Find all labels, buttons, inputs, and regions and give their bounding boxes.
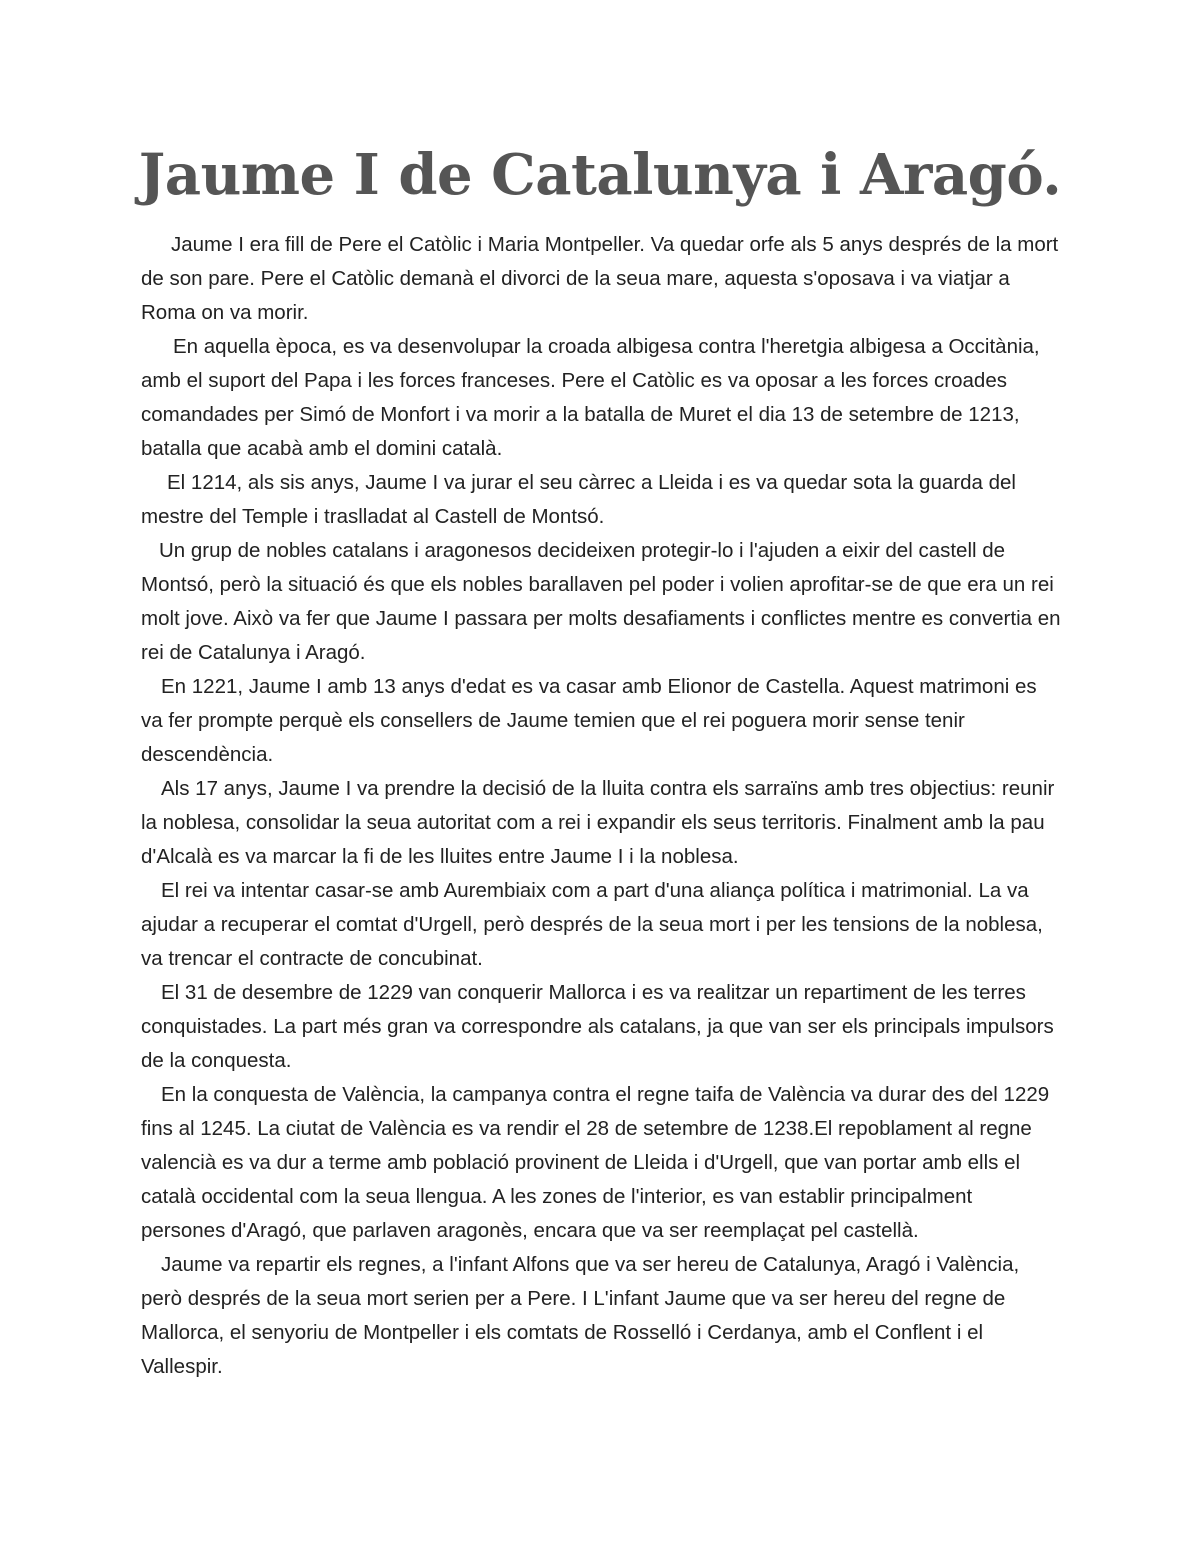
paragraph: Als 17 anys, Jaume I va prendre la decisió de la lluita contra els sarraïns amb tres objectius: reunir la noblesa, consolidar la seua autoritat com a rei i expandir els seus territoris. Finalment amb la pau d'Alcalà es va marcar la fi de les lluites entre Jaume I i la noblesa. [141,777,1055,868]
document-body [141,228,1061,1384]
document-title: Jaume I de Catalunya i Aragó. [138,142,1062,208]
paragraph: Jaume I era fill de Pere el Catòlic i Maria Montpeller. Va quedar orfe als 5 anys després de la mort de son pare. Pere el Catòlic demanà el divorci de la seua mare, aquesta s'oposava i va viatjar a Roma on va morir. [141,233,1059,324]
paragraph: El rei va intentar casar-se amb Aurembiaix com a part d'una aliança política i matrimonial. La va ajudar a recuperar el comtat d'Urgell, però després de la seua mort i per les tensions de la noblesa, va trencar el contracte de concubinat. [141,879,1043,970]
paragraph: En aquella època, es va desenvolupar la croada albigesa contra l'heretgia albigesa a Occitània, amb el suport del Papa i les forces franceses. Pere el Catòlic es va oposar a les forces croades comandades per Simó de Monfort i va morir a la batalla de Muret el dia 13 de setembre de 1213, batalla que acabà amb el domini català. [141,335,1040,460]
paragraph: El 1214, als sis anys, Jaume I va jurar el seu càrrec a Lleida i es va quedar sota la guarda del mestre del Temple i traslladat al Castell de Montsó. [141,471,1016,528]
paragraph: Un grup de nobles catalans i aragonesos decideixen protegir-lo i l'ajuden a eixir del castell de Montsó, però la situació és que els nobles barallaven pel poder i volien aprofitar-se de que era un rei molt jove. Això va fer que Jaume I passara per molts desafiaments i conflictes mentre es convertia en rei de Catalunya i Aragó. [141,539,1061,664]
paragraph: En 1221, Jaume I amb 13 anys d'edat es va casar amb Elionor de Castella. Aquest matrimoni es va fer prompte perquè els consellers de Jaume temien que el rei poguera morir sense tenir descendència. [141,675,1037,766]
paragraph: Jaume va repartir els regnes, a l'infant Alfons que va ser hereu de Catalunya, Aragó i València, però després de la seua mort serien per a Pere. I L'infant Jaume que va ser hereu del regne de Mallorca, el senyoriu de Montpeller i els comtats de Rosselló i Cerdanya, amb el Conflent i el Vallespir. [141,1253,1020,1378]
paragraph: En la conquesta de València, la campanya contra el regne taifa de València va durar des del 1229 fins al 1245. La ciutat de València es va rendir el 28 de setembre de 1238.El repoblament al regne valencià es va dur a terme amb població provinent de Lleida i d'Urgell, que van portar amb ells el català occidental com la seua llengua. A les zones de l'interior, es van establir principalment persones d'Aragó, que parlaven aragonès, encara que va ser reemplaçat pel castellà. [141,1083,1050,1242]
paragraph: El 31 de desembre de 1229 van conquerir Mallorca i es va realitzar un repartiment de les terres conquistades. La part més gran va correspondre als catalans, ja que van ser els principals impulsors de la conquesta. [141,981,1054,1072]
